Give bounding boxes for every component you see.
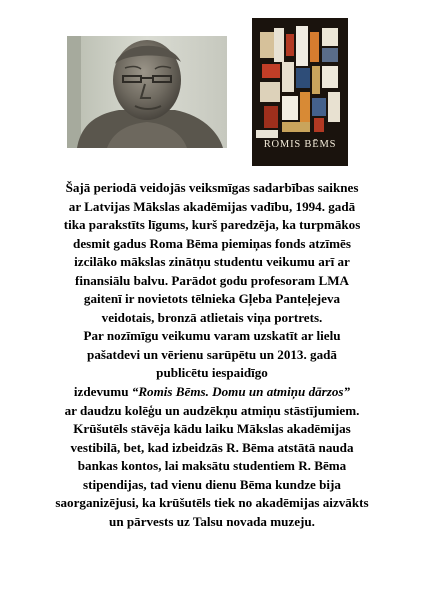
text-line-with-book-title [6,383,418,402]
text-line: veidotais, bronzā atlietais viņa portrets. [101,309,323,325]
text-line: pašatdevi un vērienu sarūpētu un 2013. gadā [87,346,337,362]
text-line-prefix: izdevumu [73,384,132,400]
article-paragraph [6,179,418,531]
text-line: publicētu iespaidīgo [156,365,268,381]
text-line: izcilāko mākslas zinātņu studentu veikumu arī ar [74,254,350,270]
text-line: stipendijas, tad vienu dienu Bēma kundze bija [83,476,341,492]
book-title-quote: “Romis Bēms. Domu un atmiņu dārzos” [131,384,351,400]
book-cover-artwork [252,18,348,142]
text-line: tika parakstīts līgums, kurš paredzēja, ka turpmākos [63,217,361,233]
bust-image [67,36,227,148]
text-line: gaitenī ir novietots tēlnieka Gļeba Panteļejeva [83,291,341,307]
text-line: ar Latvijas Mākslas akadēmijas vadību, 1994. gadā [68,198,356,214]
book-cover [252,18,348,166]
text-line: bankas kontos, lai maksātu studentiem R. Bēma [77,458,347,474]
text-line: un pārvests uz Talsu novada muzeju. [109,513,315,529]
text-line: desmit gadus Roma Bēma piemiņas fonds atzīmēs [73,235,351,251]
text-line: saorganizējusi, ka krūšutēls tiek no akadēmijas aizvākts [55,495,369,511]
text-line: Krūšutēls stāvēja kādu laiku Mākslas akadēmijas [73,421,351,437]
text-line: Par nozīmīgu veikumu varam uzskatīt ar lielu [83,328,341,344]
text-line: ar daudzu kolēģu un audzēkņu atmiņu stāstījumiem. [64,402,360,418]
bronze-bust-photo [67,36,227,148]
book-title: ROMIS BĒMS [263,139,337,150]
text-line: finansiālu balvu. Parādot godu profesoram LMA [74,272,350,288]
text-line: Šajā periodā veidojās veiksmīgas sadarbības saiknes [65,180,359,195]
text-line: vestibilā, bet, kad izbeidzās R. Bēma atstātā nauda [70,439,354,455]
